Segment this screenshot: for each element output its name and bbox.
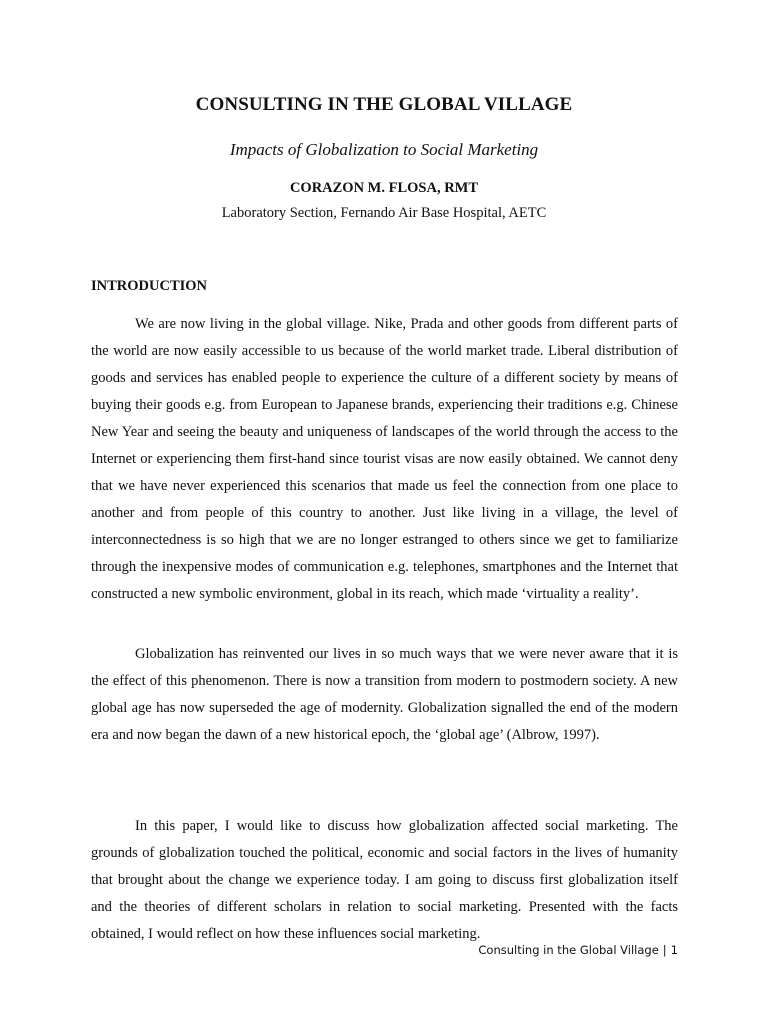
- page-footer: [478, 943, 678, 957]
- document-title: CONSULTING IN THE GLOBAL VILLAGE: [195, 94, 573, 115]
- page-number: 1: [670, 943, 678, 957]
- footer-separator: |: [662, 943, 667, 957]
- author-name: CORAZON M. FLOSA, RMT: [289, 180, 479, 196]
- section-heading-introduction: INTRODUCTION: [91, 278, 208, 294]
- document-subtitle: Impacts of Globalization to Social Marketing: [229, 140, 539, 159]
- body-paragraph: In this paper, I would like to discuss how globalization affected social marketing. The grounds of globalization touched the political, economic and social factors in the lives of humanity that brought about the change we experience today. I am going to discuss first globalization itself and the theories of different scholars in relation to social marketing. Presented with the facts obtained, I would reflect on how these influences social marketing.: [91, 818, 678, 942]
- running-title: Consulting in the Global Village: [478, 943, 659, 957]
- body-paragraph: Globalization has reinvented our lives in so much ways that we were never aware that it is the effect of this phenomenon. There is now a transition from modern to postmodern society. A new global age has now superseded the age of modernity. Globalization signalled the end of the modern era and now began the dawn of a new historical epoch, the ‘global age’ (Albrow, 1997).: [91, 646, 678, 743]
- body-paragraph: We are now living in the global village. Nike, Prada and other goods from different parts of the world are now easily accessible to us because of the world market trade. Liberal distribution of goods and services has enabled people to experience the culture of a different society by means of buying their goods e.g. from European to Japanese brands, experiencing their traditions e.g. Chinese New Year and seeing the beauty and uniqueness of landscapes of the world through the access to the Internet or experiencing them first-hand since tourist visas are now easily obtained. We cannot deny that we have never experienced this scenarios that made us feel the connection from one place to another and from people of this country to another. Just like living in a village, the level of interconnectedness is so high that we are no longer estranged to others since we get to familiarize through the inexpensive modes of communication e.g. telephones, smartphones and the Internet that constructed a new symbolic environment, global in its reach, which made ‘virtuality a reality’.: [91, 316, 678, 602]
- author-affiliation: Laboratory Section, Fernando Air Base Hospital, AETC: [221, 205, 547, 221]
